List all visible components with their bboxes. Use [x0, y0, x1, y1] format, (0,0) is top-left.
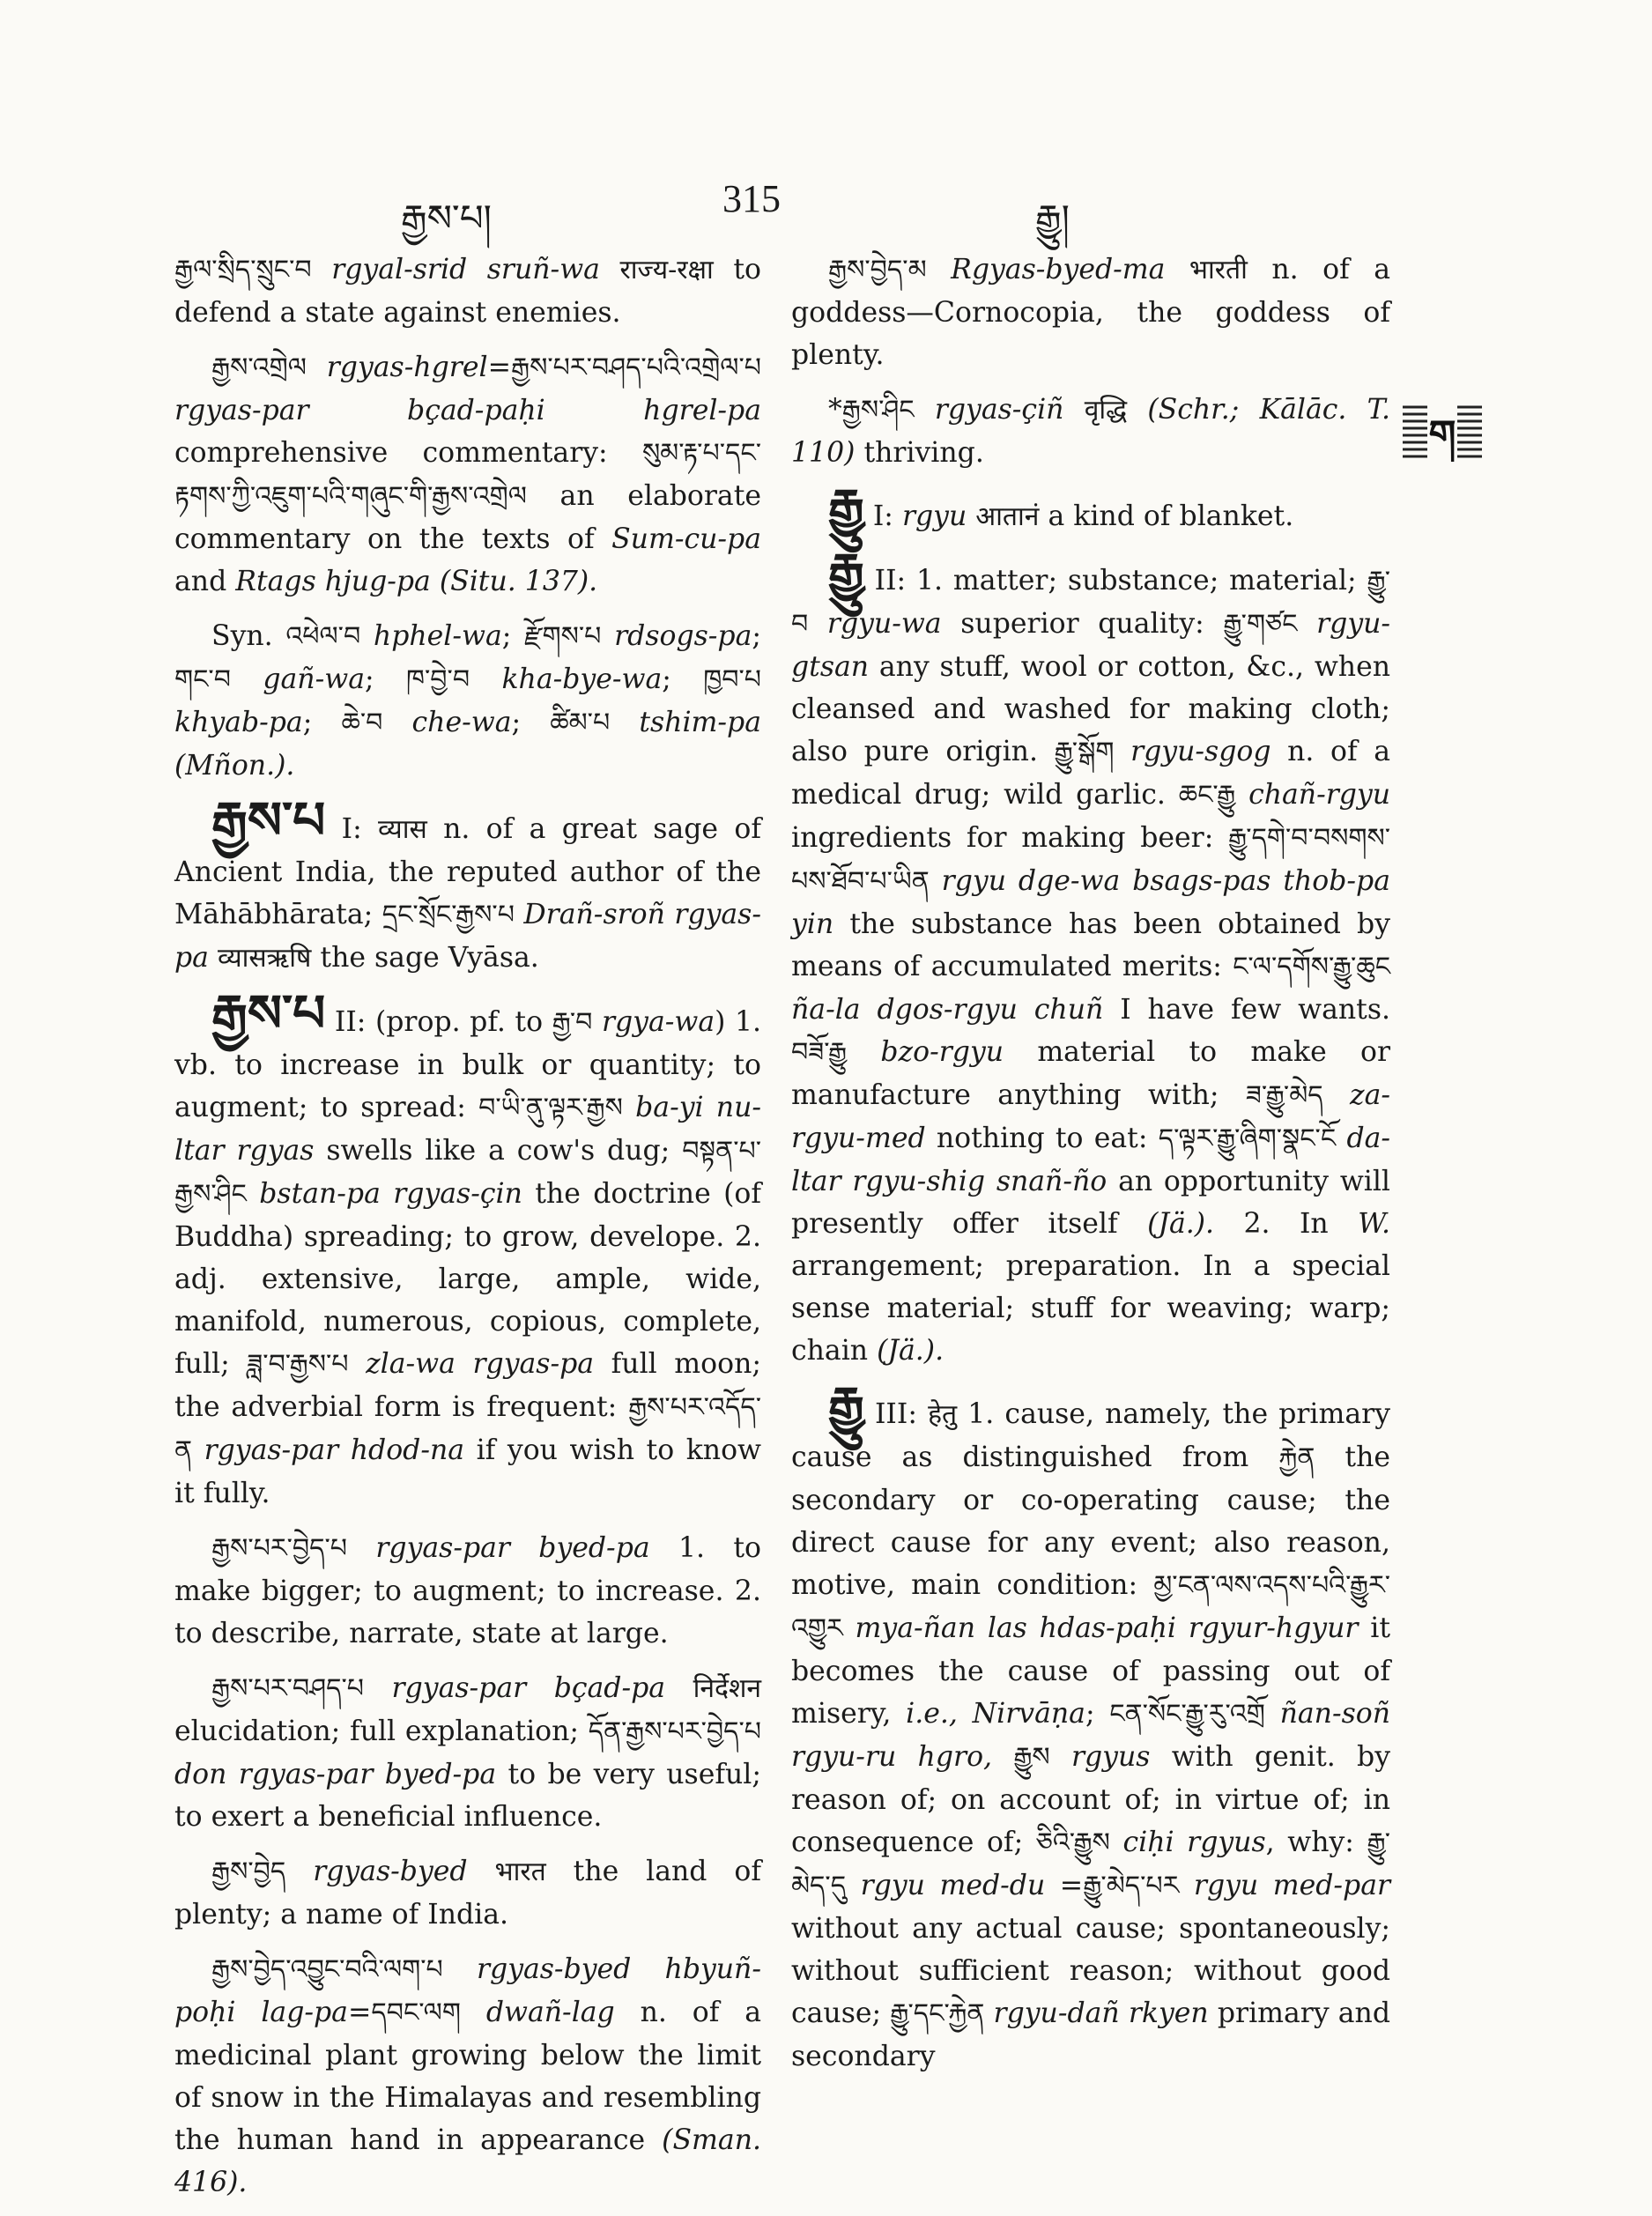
definition: 1. matter; substance; material;: [915, 565, 1357, 597]
transliteration: rgyas-par bçad-paḥi hgrel-pa: [174, 395, 761, 426]
transliteration: rgyas-par hdod-na: [204, 1434, 465, 1466]
transliteration: rgyu-sgog: [1130, 736, 1271, 767]
sanskrit-term: व्यास: [378, 814, 427, 845]
definition: a kind of blanket.: [1048, 500, 1294, 532]
tibetan-term: རྒྱུས: [1013, 1742, 1050, 1773]
entry: [791, 389, 1390, 474]
definition: elucidation; full explanation;: [174, 1716, 580, 1747]
tibetan-term: མྱ་ངན་ལས་འདས་པའི་རྒྱུར་འགྱུར: [791, 1570, 1390, 1644]
definition: thriving.: [863, 437, 984, 469]
definition: ): [715, 1006, 726, 1038]
definition: ingredients for making beer:: [791, 822, 1214, 854]
transliteration: don rgyas-par byed-pa: [174, 1759, 497, 1790]
tibetan-term: འཕེལ་བ: [285, 621, 361, 652]
headword: རྒྱུ: [828, 1375, 864, 1435]
sense-number: I:: [341, 813, 362, 845]
transliteration: zla-wa rgyas-pa: [366, 1348, 595, 1380]
entry: [791, 248, 1390, 376]
transliteration: rgyu-dañ rkyen: [993, 1997, 1209, 2029]
transliteration: che-wa: [411, 707, 512, 738]
transliteration: rgyus: [1070, 1741, 1151, 1773]
transliteration: rgya-wa: [601, 1006, 715, 1038]
sanskrit-term: हेतु: [928, 1399, 958, 1430]
transliteration: kha-bye-wa: [501, 663, 663, 695]
tibetan-term: ཟླ་བ་རྒྱས་པ: [247, 1349, 349, 1380]
headword: རྒྱས་པ: [211, 983, 326, 1043]
region-label: W.: [1358, 1208, 1391, 1240]
transliteration: Nirvāṇa: [972, 1698, 1085, 1730]
definition: material to make or manufacture anything with;: [791, 1036, 1391, 1111]
transliteration: chañ-rgyu: [1248, 779, 1391, 811]
transliteration: rdsogs-pa: [614, 620, 752, 652]
sanskrit-term: व्यासऋषि: [217, 943, 312, 974]
definition: superior quality:: [960, 608, 1204, 640]
definition: arrangement; preparation. In a special sense material; stuff for weaving; warp; chain: [791, 1250, 1390, 1367]
definition: comprehensive commentary:: [174, 437, 608, 469]
sense-number: III:: [874, 1398, 917, 1430]
asterisk-mark: *: [828, 394, 842, 426]
running-head-left: རྒྱས་པ།: [401, 196, 492, 240]
definition: to defend a state against enemies.: [174, 254, 762, 329]
transliteration: mya-ñan las hdas-paḥi rgyur-hgyur: [855, 1612, 1359, 1644]
definition: n. of a medicinal plant growing below the limit of snow in the Himalayas and resembling the human hand in appearance: [174, 1997, 761, 2156]
tibetan-term: དོན་རྒྱས་པར་བྱེད་པ: [588, 1716, 761, 1747]
tibetan-term: ཁ་བྱེ་བ: [405, 664, 470, 695]
tibetan-term: ཆེ་བ: [341, 708, 383, 738]
tibetan-term: རྒྱས་བྱེད་མ: [828, 255, 927, 285]
transliteration: rgyas-byed: [313, 1856, 468, 1887]
transliteration: ciḥi rgyus: [1122, 1827, 1266, 1858]
transliteration: ñan-soñ rgyu-ru hgro,: [791, 1698, 1391, 1773]
entry: [174, 346, 761, 603]
definition: the doctrine (of Buddha) spreading; to grow, develope. 2. adj. extensive, large, ample, wide, manifold, numerous, copious, complete, full;: [174, 1178, 762, 1380]
source-reference: (Schr.; Kālāc. T. 110): [791, 394, 1391, 469]
definition: (prop. pf. to: [374, 1006, 544, 1038]
tibetan-term: ངན་སོང་རྒྱུ་རུ་འགྲོ: [1109, 1699, 1265, 1730]
definition: primary and secondary: [791, 1997, 1390, 2072]
definition: an elaborate commentary on the texts of: [174, 480, 762, 555]
transliteration: rgyas-par byed-pa: [375, 1532, 650, 1564]
definition: with genit. by reason of; on account of; in virtue of; in consequence of;: [791, 1741, 1391, 1858]
transliteration: tshim-pa: [639, 707, 762, 738]
tibetan-term: རྒྱུ་དགེ་བ་བསགས་པས་ཐོབ་པ་ཡིན: [791, 823, 1390, 897]
sanskrit-term: निर्देशन: [693, 1673, 762, 1704]
definition: I have few wants.: [1120, 994, 1390, 1026]
tibetan-term: རྒྱས་པར་བཤད་པའི་འགྲེལ་པ: [510, 352, 761, 383]
transliteration: bstan-pa rgyas-çin: [259, 1178, 522, 1210]
left-column: [174, 248, 761, 2216]
tibetan-term: རྒྱུ་སྒོག: [1054, 737, 1115, 767]
tibetan-term: རྒྱས་ཤིང: [841, 395, 915, 426]
tibetan-term: རྒྱས་པར་བྱེད་པ: [211, 1533, 348, 1564]
transliteration: rgyas-byed hbyuñ-poḥi lag-pa: [174, 1953, 761, 2028]
definition: an opportunity will presently offer itself: [791, 1166, 1391, 1240]
tibetan-term: གང་བ: [174, 664, 231, 695]
tibetan-term: རྒྱུ་མེད་དུ: [791, 1827, 1390, 1901]
entry: [174, 1850, 761, 1936]
definition: n. of a goddess—Cornocopia, the goddess of plenty.: [791, 254, 1391, 371]
headword: རྒྱས་པ: [211, 790, 326, 850]
equals-sign: =: [487, 352, 511, 383]
source-reference: (Jä.).: [877, 1335, 945, 1367]
definition: the substance has been obtained by means of accumulated merits:: [791, 908, 1391, 982]
sanskrit-term: आतानं: [975, 501, 1040, 532]
definition: , why:: [1265, 1827, 1354, 1858]
tibetan-term: རྐྱེན: [1278, 1442, 1315, 1473]
page-number: 315: [722, 177, 781, 220]
headword-entry: [174, 983, 762, 1515]
transliteration: Rgyas-byed-ma: [951, 254, 1166, 285]
sanskrit-term: भारती: [1189, 255, 1248, 285]
transliteration: za-rgyu-med: [791, 1079, 1391, 1154]
transliteration: bzo-rgyu: [880, 1036, 1004, 1068]
tibetan-term: རྒྱས་པར་བཤད་པ: [211, 1673, 364, 1704]
definition: any stuff, wool or cotton, &c., when cleansed and washed for making cloth; also pure origin.: [791, 651, 1391, 767]
transliteration: Rtags hjug-pa: [235, 566, 431, 597]
definition: 1. to make bigger; to augment; to increase. 2. to describe, narrate, state at large.: [174, 1532, 761, 1649]
transliteration: ba-yi nu-ltar rgyas: [174, 1092, 762, 1167]
sanskrit-term: राज्य-रक्षा: [619, 255, 714, 285]
headword-entry: [174, 790, 761, 980]
tibetan-term: རྒྱུ་བ: [791, 566, 1391, 640]
abbreviation: i.e.,: [906, 1698, 958, 1730]
tibetan-term: ཟ་རྒྱུ་མེད: [1245, 1080, 1323, 1111]
definition: the secondary or co-operating cause; the direct cause for any event; also reason, motive, main condition:: [791, 1442, 1391, 1601]
tibetan-term: སུམ་རྟ་པ་དང་རྟགས་ཀྱི་འཇུག་པའི་གཞུང་གི་རྒྱས་འགྲེལ: [174, 438, 761, 512]
definition: and: [174, 566, 227, 597]
syn-label: Syn.: [211, 620, 273, 652]
tibetan-term: རྒྱས་བྱེད་འབྱུང་བའི་ལག་པ: [211, 1954, 443, 1985]
transliteration: gañ-wa: [263, 663, 365, 695]
tibetan-term: རྒྱས་འགྲེལ: [211, 352, 307, 383]
transliteration: rgyu dge-wa bsags-pas thob-pa yin: [791, 865, 1390, 940]
definition: nothing to eat:: [936, 1123, 1148, 1154]
equals-sign: =: [1059, 1870, 1084, 1901]
definition: if you wish to know it fully.: [174, 1434, 762, 1509]
running-head-right: རྒྱུ།: [1035, 196, 1070, 240]
entry: [174, 1948, 761, 2204]
tibetan-term: རྫོགས་པ: [524, 621, 602, 652]
sense-number: I:: [872, 500, 893, 532]
source-reference: (Mñon.).: [174, 750, 295, 782]
transliteration: dwañ-lag: [485, 1997, 615, 2028]
definition: 2. In: [1243, 1208, 1329, 1240]
source-reference: (Situ. 137).: [439, 566, 598, 597]
entry: [174, 1527, 761, 1655]
entry: Syn. འཕེལ་བ hphel-wa; རྫོགས་པ rdsogs-pa; གང་བ gañ-wa; ཁ་བྱེ་བ kha-bye-wa; ཁྱབ་པ khyab-pa; ཆེ་བ che-wa; ཚིམ་པ tshim-pa (Mñon.).: [174, 620, 762, 782]
definition: without any actual cause; spontaneously; without sufficient reason; without good cause;: [791, 1913, 1390, 2029]
definition: 1. vb. to increase in bulk or quantity; to augment; to spread:: [174, 1006, 762, 1123]
transliteration: rgyu-wa: [826, 608, 942, 640]
entry: [174, 248, 761, 334]
headword: རྒྱུ: [828, 478, 864, 537]
tibetan-term: རྒྱལ་སྲིད་སྲུང་བ: [174, 255, 312, 285]
tibetan-term: དྲང་སྲོང་རྒྱས་པ: [382, 900, 515, 930]
source-reference: (Jä.).: [1147, 1208, 1215, 1240]
transliteration: Drañ-sroñ rgyas-pa: [174, 899, 761, 974]
transliteration: rgyu med-par: [1193, 1870, 1391, 1901]
tibetan-term: རྒྱུ་དང་རྐྱེན: [890, 1998, 985, 2029]
definition: swells like a cow's dug;: [326, 1135, 670, 1167]
sanskrit-term: भारत: [494, 1857, 546, 1887]
tibetan-term: རྒྱས་བྱེད: [211, 1857, 286, 1887]
tibetan-term: ང་ལ་དགོས་རྒྱུ་ཆུང: [1233, 952, 1390, 982]
sanskrit-term: वृद्धि: [1084, 395, 1128, 426]
transliteration: rgyu med-du: [860, 1870, 1046, 1901]
transliteration: Sum-cu-pa: [611, 523, 761, 555]
headword-entry: [791, 478, 1390, 538]
transliteration: ña-la dgos-rgyu chuñ: [791, 994, 1104, 1026]
transliteration: rgyu: [901, 500, 967, 532]
equals-sign: =: [347, 1997, 372, 2028]
tibetan-term: ཁྱབ་པ: [703, 664, 761, 695]
definition: ;: [1085, 1698, 1095, 1730]
sense-number: II:: [334, 1006, 367, 1038]
tibetan-term: ད་ལྟར་རྒྱུ་ཞིག་སྣང་ངོ: [1158, 1123, 1337, 1154]
tibetan-term: རྒྱུ་མེད་པར: [1083, 1871, 1180, 1901]
tibetan-term: རྒྱ་བ: [552, 1007, 593, 1038]
tibetan-term: བསྟན་པ་རྒྱས་ཤིང: [174, 1136, 762, 1210]
thumb-index-tab: [1401, 404, 1484, 462]
definition: n. of a great sage of Ancient India, the reputed author of the Māhābhārata;: [174, 813, 761, 930]
tibetan-term: རྒྱས་པར་འདོད་ན: [174, 1392, 761, 1466]
definition: 1. cause, namely, the primary cause as distinguished from: [791, 1398, 1391, 1473]
transliteration: rgyal-srid sruñ-wa: [331, 254, 600, 285]
definition: the land of plenty; a name of India.: [174, 1856, 762, 1931]
definition: it becomes the cause of passing out of misery,: [791, 1612, 1390, 1730]
tibetan-term: བ་ཡི་ནུ་ལྟར་རྒྱས: [478, 1093, 623, 1123]
headword: རྒྱུ: [828, 542, 864, 602]
tibetan-term: དབང་ལག: [371, 1997, 461, 2028]
tibetan-term: ཅིའི་རྒྱུས: [1035, 1827, 1110, 1858]
transliteration: rgyu-gtsan: [791, 608, 1391, 683]
definition: the sage Vyāsa.: [320, 942, 539, 974]
transliteration: rgyas-çiñ: [934, 394, 1064, 426]
headword-entry: [791, 1375, 1391, 2078]
transliteration: rgyas-hgrel: [326, 352, 488, 383]
transliteration: da-ltar rgyu-shig snañ-ño: [791, 1123, 1391, 1197]
thumb-index-mark: [1401, 404, 1484, 462]
definition: n. of a medical drug; wild garlic.: [791, 736, 1391, 811]
tibetan-term: ཆང་རྒྱུ: [1178, 780, 1236, 811]
definition: full moon; the adverbial form is frequent:: [174, 1348, 761, 1423]
tibetan-term: བཟོ་རྒྱུ: [791, 1037, 848, 1068]
thumb-index-letter: ག: [1428, 412, 1456, 457]
definition: to be very useful; to exert a beneficial influence.: [174, 1759, 761, 1833]
sense-number: II:: [874, 565, 907, 597]
source-reference: (Sman. 416).: [174, 2124, 761, 2198]
right-column: [791, 248, 1390, 2090]
tibetan-term: ཚིམ་པ: [550, 708, 611, 738]
transliteration: khyab-pa: [174, 707, 303, 738]
transliteration: rgyas-par bçad-pa: [391, 1672, 666, 1704]
entry: [174, 1667, 761, 1838]
headword-entry: [791, 542, 1391, 1372]
transliteration: hphel-wa: [373, 620, 502, 652]
tibetan-term: རྒྱུ་གཙང: [1223, 609, 1298, 640]
